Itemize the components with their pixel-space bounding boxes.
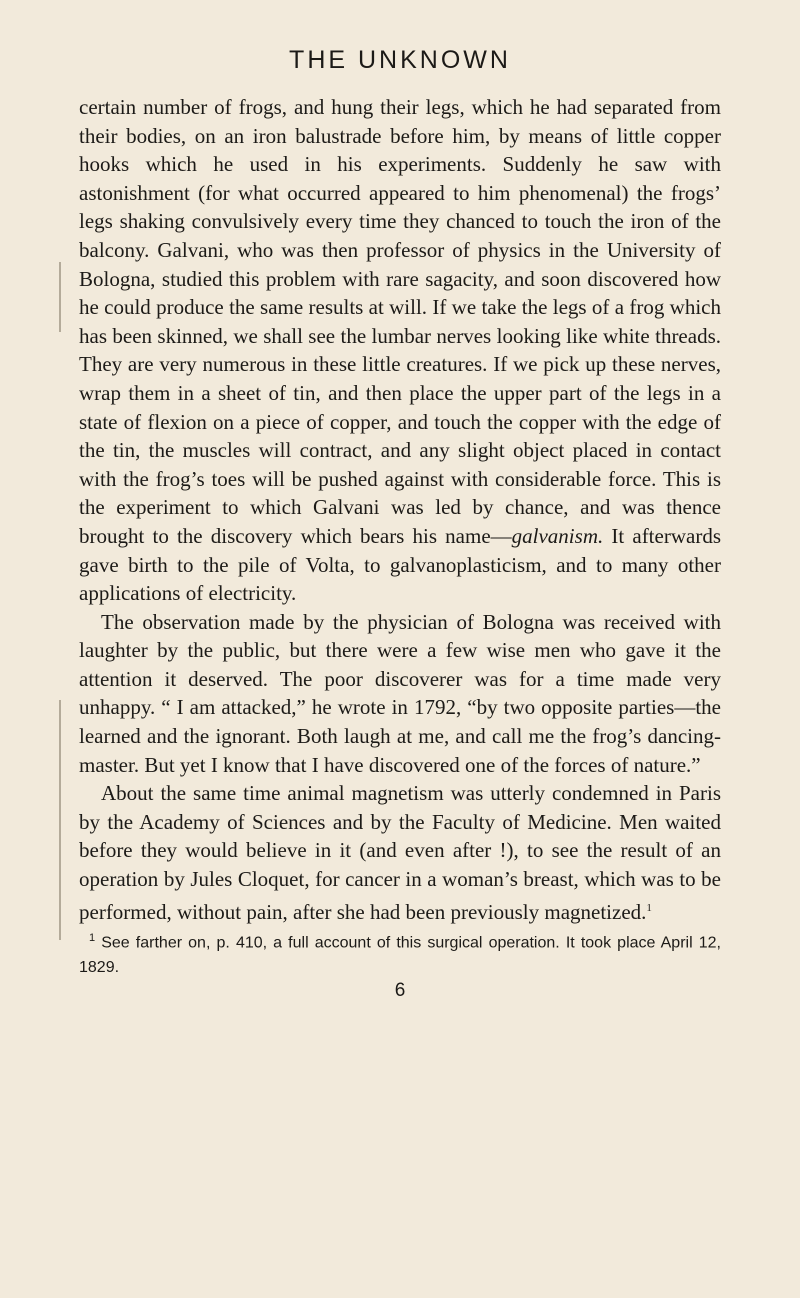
paragraph-galvani-experiment xyxy=(79,93,721,608)
book-page xyxy=(79,46,721,1002)
paragraph-reception: The observation made by the physician of Bologna was received with laughter by the public, but there were a few wise men who gave it the attention it deserved. The poor discoverer was for a time made very unhappy. “ I am attacked,” he wrote in 1792, “by two opposite parties—the learned and the ignorant. Both laugh at me, and call me the frog’s dancing-master. But yet I know that I have discovered one of the forces of nature.” xyxy=(79,609,721,777)
footnote xyxy=(79,926,721,979)
paragraph-1-text: certain number of frogs, and hung their legs, which he had separated from their bodies, on an iron balustrade before him, by means of little copper hooks which he used in his experiments. Suddenly he saw with astonishment (for what occurred appeared to him phenomenal) the frogs’ legs shaking convulsively every time they chanced to touch the iron of the balcony. Galvani, who was then professor of physics in the University of Bologna, studied this problem with rare sagacity, and soon discovered how he could produce the same results at will. If we take the legs of a frog which has been skinned, we shall see the lumbar nerves looking like white threads. They are very numerous in these little creatures. If we pick up these nerves, wrap them in a sheet of tin, and then place the upper part of the legs in a state of flexion on a piece of copper, and touch the copper with the edge of the tin, the muscles will contract, and any slight object placed in contact with the frog’s toes will be pushed against with considerable force. This is the experiment to which Galvani was led by chance, and was thence brought to the discovery which bears his name— xyxy=(79,95,721,548)
paragraph-animal-magnetism xyxy=(79,779,721,926)
footnote-marker: 1 xyxy=(89,932,96,945)
footnote-text: See farther on, p. 410, a full account of this surgical operation. It took place April 12, 1829. xyxy=(79,934,721,976)
page-number: 6 xyxy=(394,979,406,1001)
footnote-reference: 1 xyxy=(646,901,652,914)
paragraph-3-text: About the same time animal magnetism was utterly condemned in Paris by the Academy of Sciences and by the Faculty of Medicine. Men waited before they would believe in it (and even after !), to see the result of an operation by Jules Cloquet, for cancer in a woman’s breast, which was to be performed, without pain, after she had been previously magnetized. xyxy=(79,781,721,924)
running-head: THE UNKNOWN xyxy=(289,46,511,74)
paragraph-1-tail: It afterwards gave birth to the pile of Volta, to galvanoplasticism, and to many other applications of electricity. xyxy=(79,523,721,606)
margin-mark-lower xyxy=(59,700,61,940)
margin-mark-upper xyxy=(59,262,61,332)
italic-term-galvanism: galvanism. xyxy=(511,523,604,548)
